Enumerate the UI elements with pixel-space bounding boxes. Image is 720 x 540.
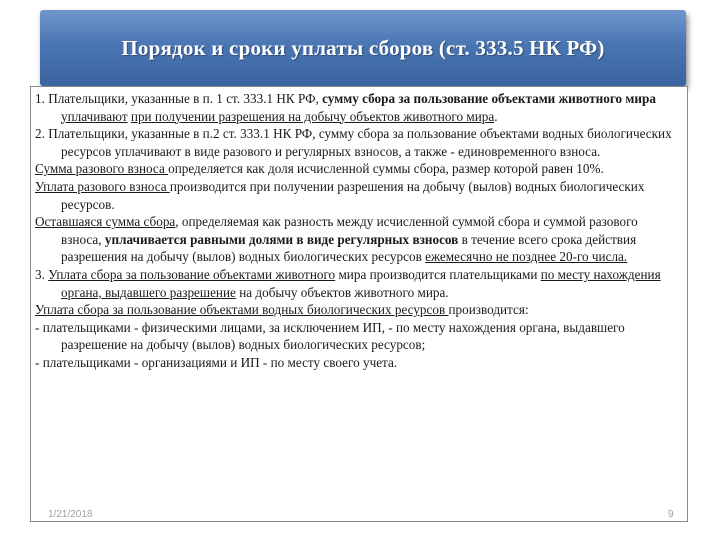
p6-text-a: мира производится плательщиками bbox=[335, 266, 541, 282]
p6-underlined-lead: Уплата сбора за пользование объектами животного bbox=[48, 266, 336, 282]
p6-text-b: на добычу объектов животного мира. bbox=[235, 284, 449, 300]
slide-title-bar bbox=[40, 10, 686, 86]
footer-date: 1/21/2018 bbox=[48, 509, 93, 520]
p1-bold-text: сумму сбора за пользование объектами животного мира bbox=[322, 91, 656, 106]
p5-text-b: в течение всего срока действия разрешения на добычу (вылов) водных биологических ресурсов bbox=[61, 231, 637, 265]
p6-number: 3. bbox=[35, 266, 49, 282]
paragraph-1 bbox=[35, 90, 681, 125]
p5-underlined-deadline: ежемесячно не позднее 20-го числа. bbox=[425, 249, 628, 265]
p5-underlined-lead: Оставшаяся сумма сбора bbox=[35, 214, 176, 230]
p1-period: . bbox=[494, 108, 498, 124]
p3-underlined-lead: Сумма разового взноса bbox=[35, 161, 169, 177]
paragraph-5 bbox=[35, 213, 681, 266]
footer-page-number: 9 bbox=[668, 509, 674, 520]
paragraph-3 bbox=[35, 160, 681, 178]
p5-text-a: , определяемая как разность между исчисленной суммой сбора и суммой разового взноса, bbox=[61, 214, 638, 247]
content-box bbox=[30, 86, 688, 522]
paragraph-6 bbox=[35, 266, 681, 301]
paragraph-4 bbox=[35, 178, 681, 213]
p7-text: производится: bbox=[448, 302, 529, 318]
p4-underlined-lead: Уплата разового взноса bbox=[35, 178, 170, 194]
p6-underlined-place: по месту нахождения органа, выдавшего разрешение bbox=[61, 266, 661, 300]
p4-text: производится при получении разрешения на добычу (вылов) водных биологических ресурсов. bbox=[61, 178, 645, 212]
p1-underlined-pay: уплачивают bbox=[61, 108, 128, 124]
slide-title: Порядок и сроки уплаты сборов (ст. 333.5 НК РФ) bbox=[121, 35, 605, 60]
p3-text: определяется как доля исчисленной суммы сбора, размер которой равен 10%. bbox=[168, 161, 604, 177]
p7-underlined-lead: Уплата сбора за пользование объектами водных биологических ресурсов bbox=[35, 302, 449, 318]
paragraph-8: - плательщиками - физическими лицами, за исключением ИП, - по месту нахождения органа, выдавшего разрешение на добычу (вылов) водных биологических ресурсов; bbox=[35, 319, 625, 353]
p5-bold-text: уплачивается равными долями в виде регулярных взносов bbox=[104, 231, 459, 247]
paragraph-7 bbox=[35, 301, 681, 319]
paragraph-9: - плательщиками - организациями и ИП - по месту своего учета. bbox=[35, 354, 398, 370]
p1-underlined-permit: при получении разрешения на добычу объектов животного мира bbox=[130, 108, 495, 124]
paragraph-2: 2. Плательщики, указанные в п.2 ст. 333.1 НК РФ, сумму сбора за пользование объектами водных биологических ресурсов уплачивают в виде разового и регулярных взносов, а также - единовременного взноса. bbox=[35, 126, 672, 159]
p1-text-a: 1. Плательщики, указанные в п. 1 ст. 333.1 НК РФ, bbox=[35, 91, 323, 106]
